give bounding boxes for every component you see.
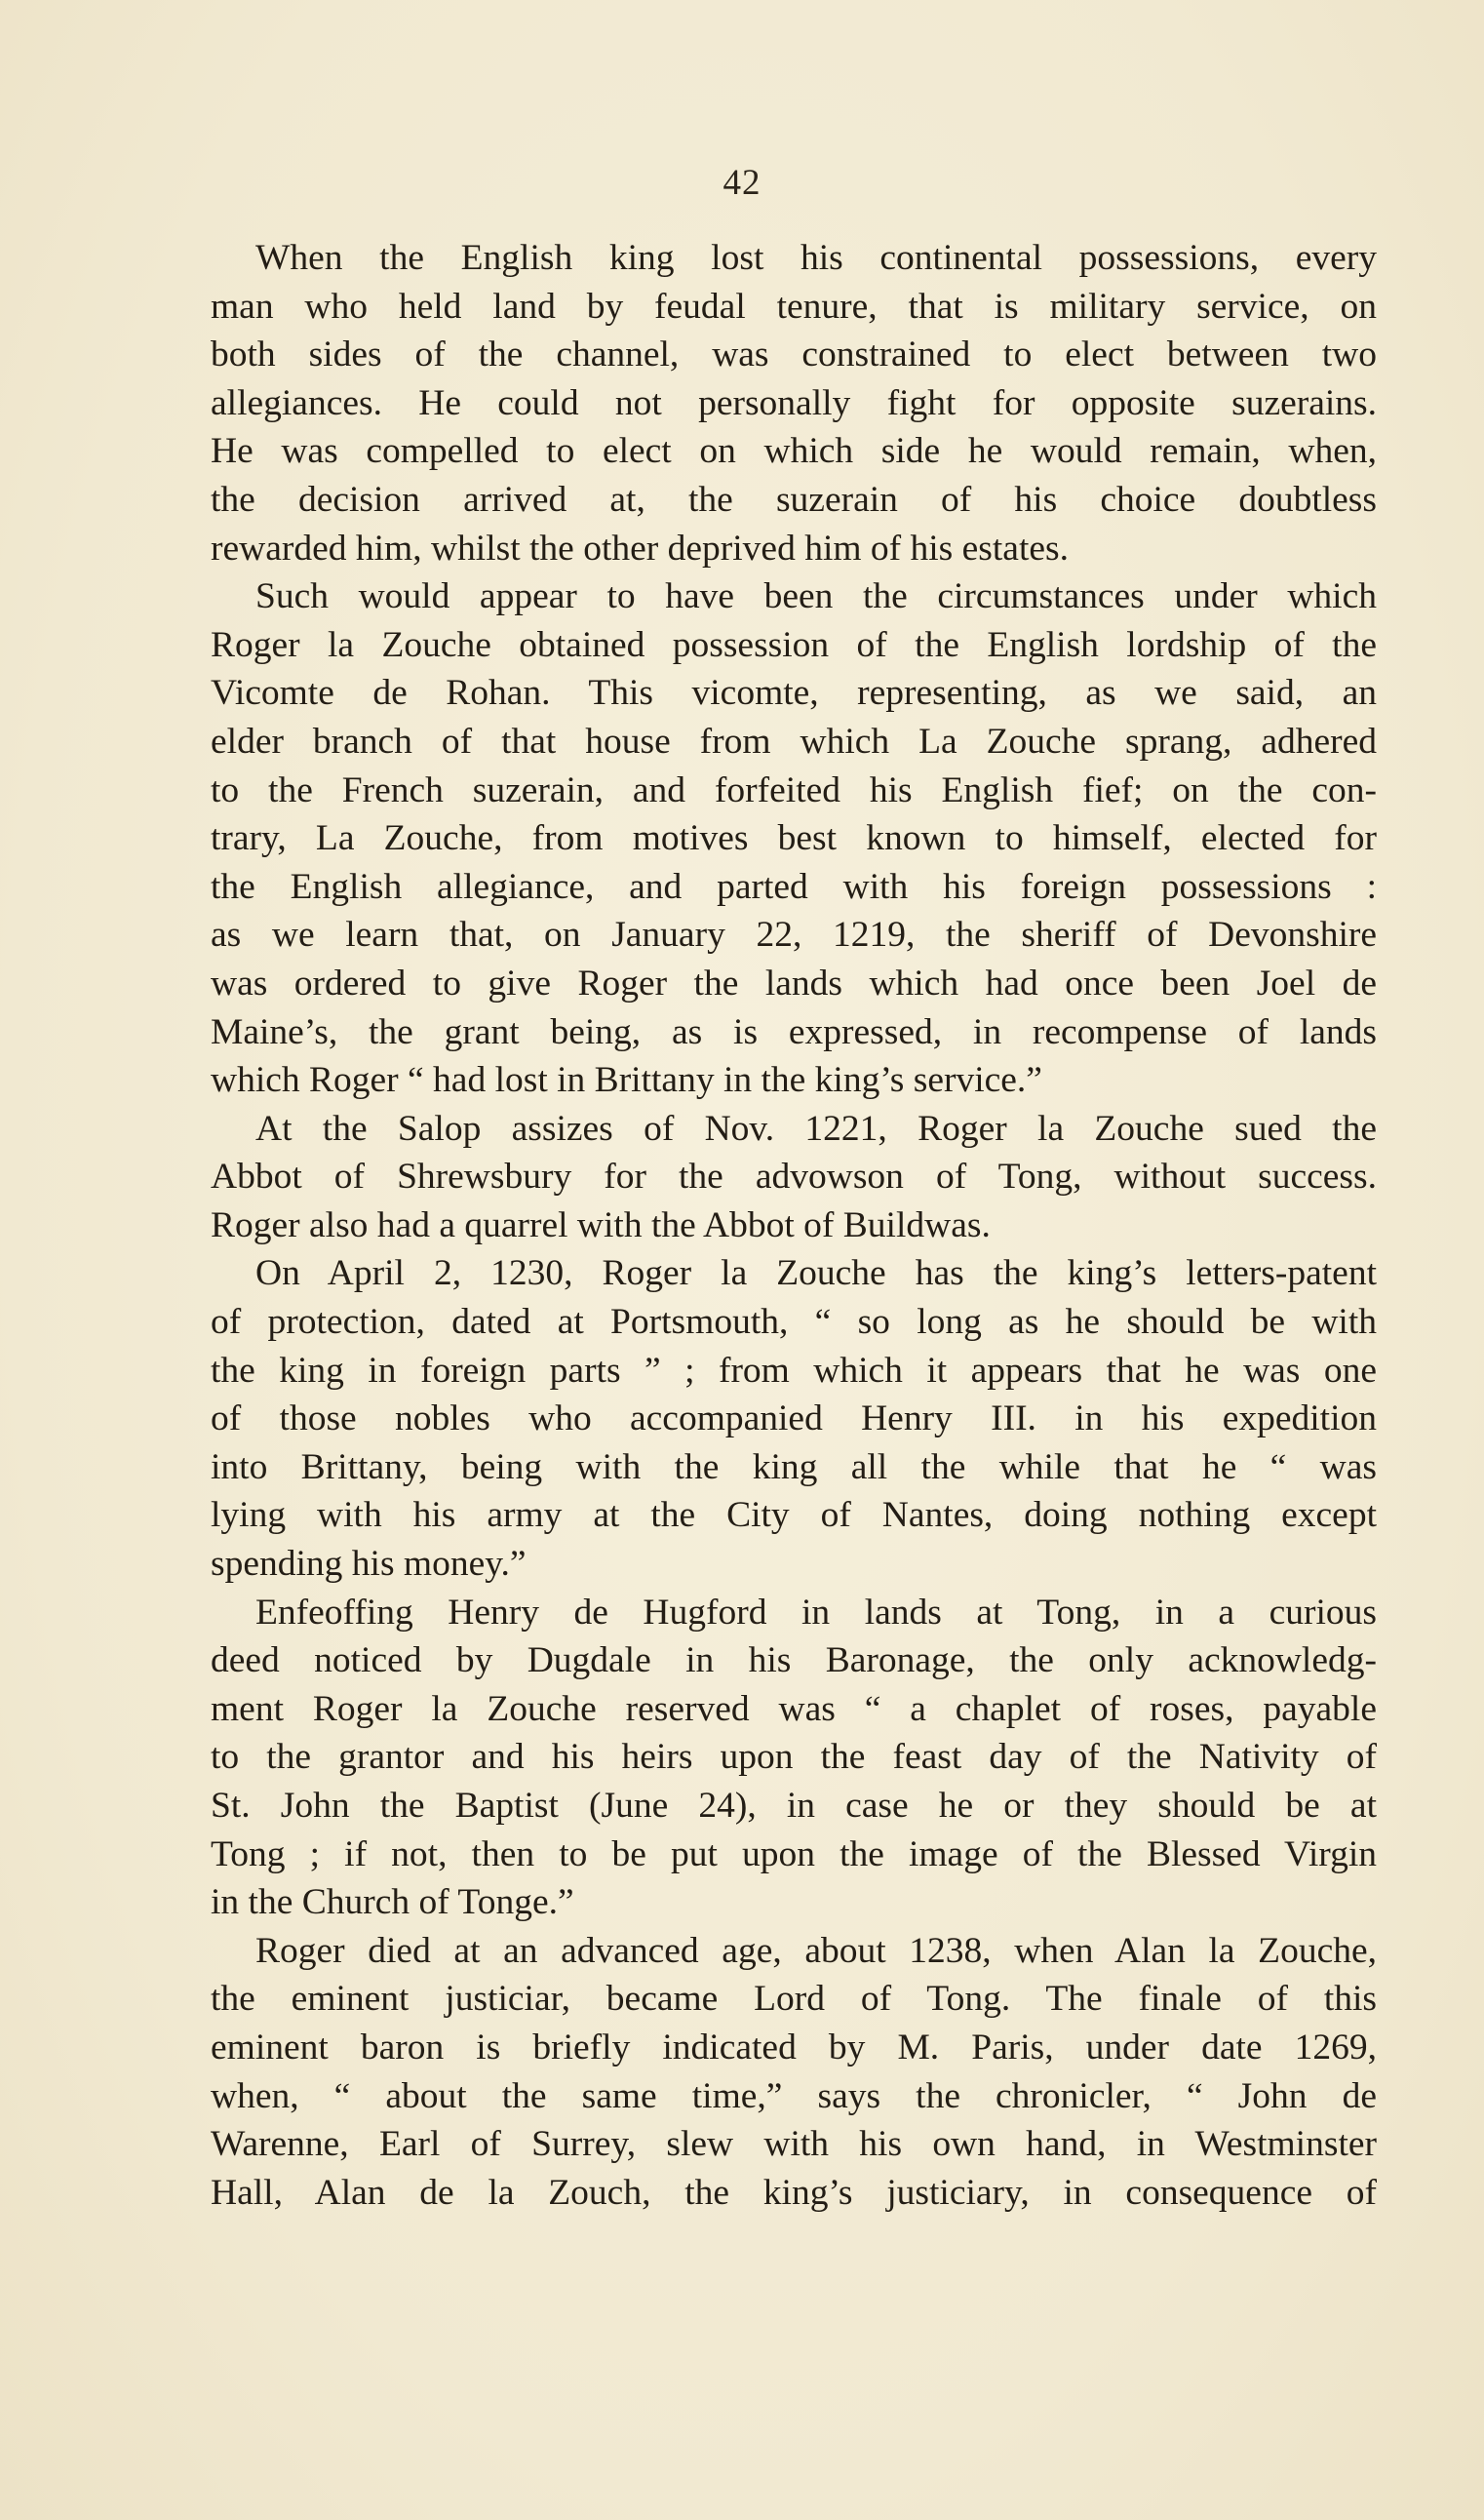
text-line: At the Salop assizes of Nov. 1221, Roger la Zouche sued the	[255, 1108, 1377, 1149]
text-line: allegiances. He could not personally fight for opposite suzerains.	[211, 382, 1377, 423]
text-line: Maine’s, the grant being, as is expressed, in recompense of lands	[211, 1011, 1377, 1052]
text-line: of protection, dated at Portsmouth, “ so long as he should be with	[211, 1302, 1377, 1343]
text-line: Warenne, Earl of Surrey, slew with his own hand, in Westminster	[211, 2124, 1377, 2165]
text-line: when, “ about the same time,” says the chronicler, “ John de	[211, 2075, 1377, 2116]
text-line: was ordered to give Roger the lands which had once been Joel de	[211, 963, 1377, 1004]
text-line: which Roger “ had lost in Brittany in the king’s service.”	[211, 1060, 1042, 1101]
text-line: Roger also had a quarrel with the Abbot of Buildwas.	[211, 1204, 991, 1245]
text-line: Enfeoffing Henry de Hugford in lands at Tong, in a curious	[255, 1592, 1377, 1633]
text-line: Such would appear to have been the circumstances under which	[255, 576, 1377, 617]
text-line: of those nobles who accompanied Henry III. in his expedition	[211, 1398, 1377, 1439]
text-line: eminent baron is briefly indicated by M. Paris, under date 1269,	[211, 2027, 1377, 2067]
text-line: the decision arrived at, the suzerain of his choice doubtless	[211, 479, 1377, 520]
text-line: the English allegiance, and parted with his foreign possessions :	[211, 866, 1377, 907]
text-line: man who held land by feudal tenure, that is military service, on	[211, 286, 1377, 327]
text-line: On April 2, 1230, Roger la Zouche has the king’s letters-patent	[255, 1253, 1377, 1294]
body-text	[211, 234, 1377, 2217]
text-line: Tong ; if not, then to be put upon the image of the Blessed Virgin	[211, 1833, 1377, 1874]
text-line: both sides of the channel, was constrained to elect between two	[211, 335, 1377, 375]
text-line: Abbot of Shrewsbury for the advowson of Tong, without success.	[211, 1157, 1377, 1198]
text-line: deed noticed by Dugdale in his Baronage, the only acknowledg-	[211, 1640, 1377, 1681]
text-line: to the French suzerain, and forfeited his English fief; on the con-	[211, 769, 1377, 810]
text-line: Roger died at an advanced age, about 1238, when Alan la Zouche,	[255, 1930, 1377, 1971]
text-line: rewarded him, whilst the other deprived him of his estates.	[211, 528, 1069, 569]
text-line: lying with his army at the City of Nantes, doing nothing except	[211, 1495, 1377, 1536]
text-line: Roger la Zouche obtained possession of the English lordship of the	[211, 624, 1377, 665]
text-line: ment Roger la Zouche reserved was “ a chaplet of roses, payable	[211, 1688, 1377, 1729]
text-line: He was compelled to elect on which side he would remain, when,	[211, 431, 1377, 472]
text-line: spending his money.”	[211, 1544, 527, 1585]
text-line: into Brittany, being with the king all the while that he “ was	[211, 1446, 1377, 1487]
text-line: Hall, Alan de la Zouch, the king’s justiciary, in consequence of	[211, 2172, 1377, 2213]
text-line: in the Church of Tonge.”	[211, 1882, 574, 1923]
text-line: as we learn that, on January 22, 1219, the sheriff of Devonshire	[211, 915, 1377, 956]
text-line: the eminent justiciar, became Lord of Tong. The finale of this	[211, 1979, 1377, 2020]
text-line: the king in foreign parts ” ; from which it appears that he was one	[211, 1350, 1377, 1391]
page-number: 42	[722, 163, 762, 203]
text-line: When the English king lost his continental possessions, every	[255, 238, 1377, 278]
text-line: to the grantor and his heirs upon the feast day of the Nativity of	[211, 1737, 1377, 1778]
text-line: Vicomte de Rohan. This vicomte, representing, as we said, an	[211, 673, 1377, 714]
text-line: elder branch of that house from which La Zouche sprang, adhered	[211, 721, 1377, 762]
text-line: St. John the Baptist (June 24), in case he or they should be at	[211, 1786, 1377, 1826]
text-line: trary, La Zouche, from motives best known to himself, elected for	[211, 818, 1377, 859]
